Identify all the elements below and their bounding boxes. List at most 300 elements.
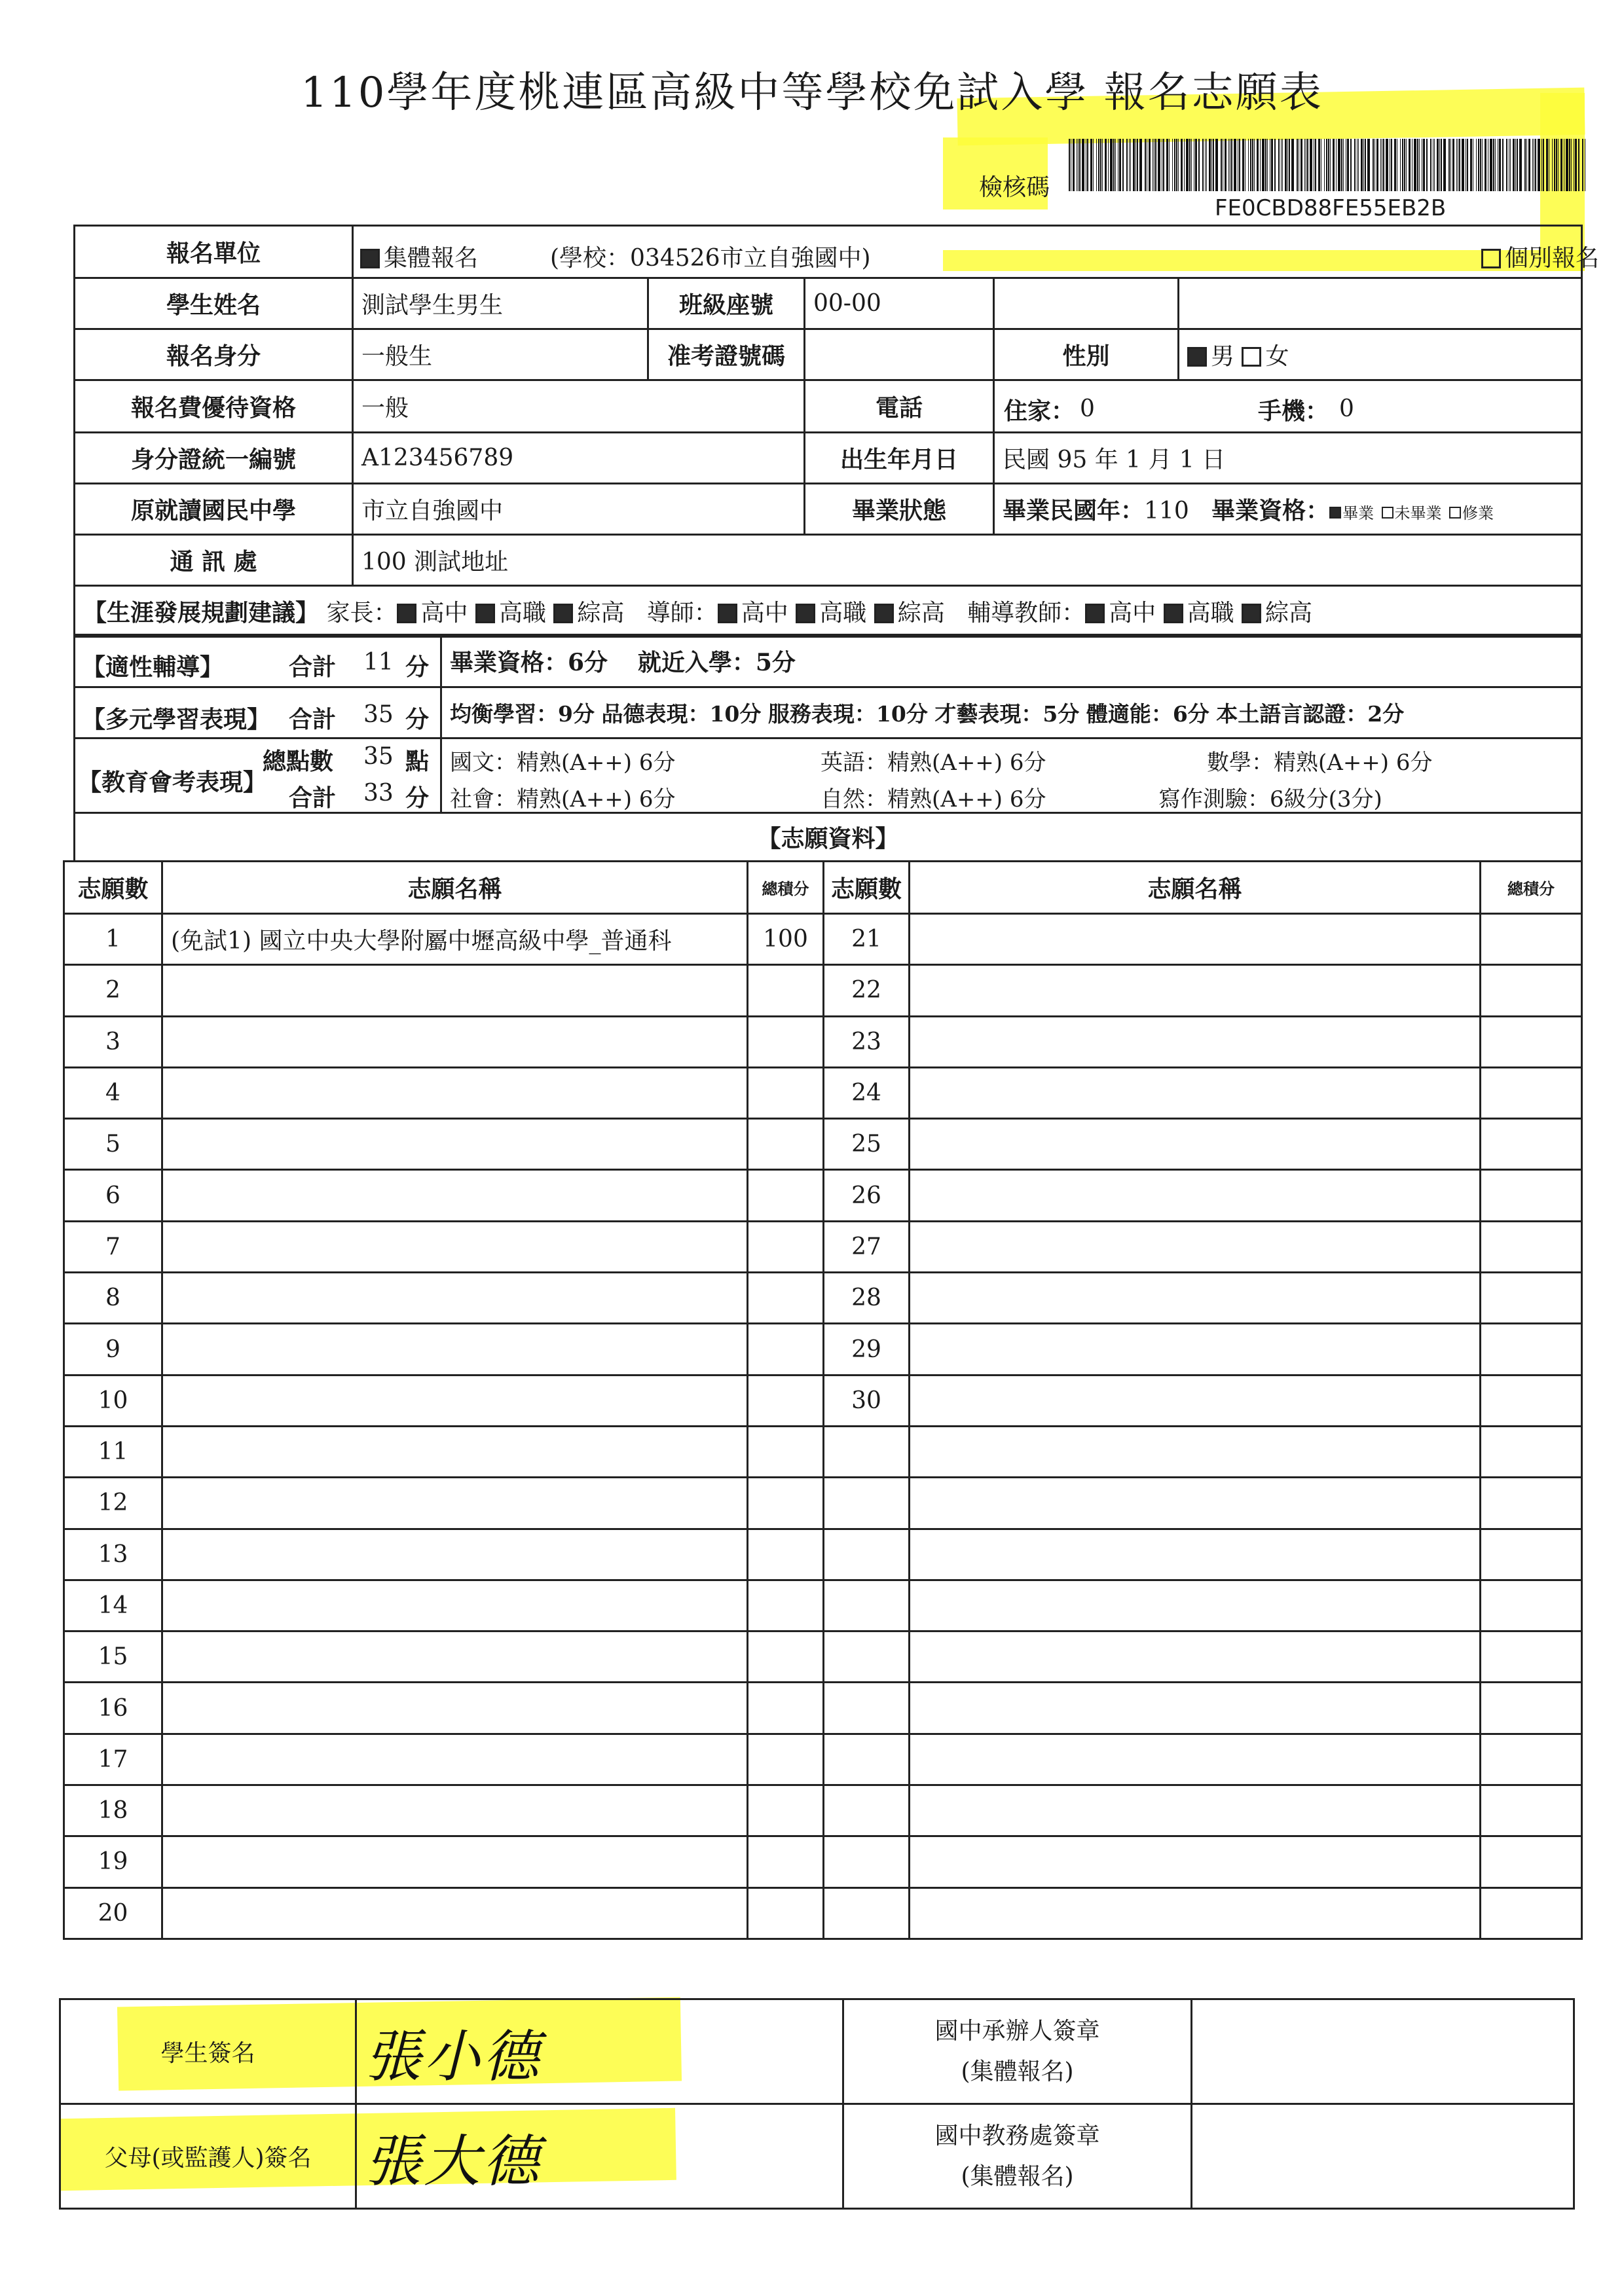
home-phone-label: 住家： <box>1004 397 1075 425</box>
barcode-bar <box>1271 139 1273 191</box>
barcode-bar <box>1350 139 1352 191</box>
exam-detail-cell <box>441 738 1582 813</box>
barcode-bar <box>1419 139 1420 191</box>
wish-score-right <box>1481 1016 1582 1067</box>
wish-name[interactable] <box>162 1324 748 1375</box>
barcode-bar <box>1231 139 1232 191</box>
barcode-bar <box>1519 139 1522 191</box>
grad-qual-label: 畢業資格： <box>1211 497 1330 524</box>
barcode-bar <box>1571 139 1572 191</box>
phone-cell <box>994 380 1582 433</box>
wish-no: 12 <box>64 1478 162 1529</box>
student-signature: 張小德 <box>356 1999 843 2104</box>
wish-no-right-empty <box>824 1529 910 1580</box>
diverse-total: 35 <box>363 701 394 728</box>
diverse-label: 【多元學習表現】 <box>82 706 271 733</box>
female-checkbox-icon <box>1242 347 1261 367</box>
group-checkbox-icon <box>360 249 380 268</box>
checkbox-icon <box>874 604 894 623</box>
career-parent-opt2: 高職 <box>498 600 546 627</box>
barcode-bar <box>1324 139 1325 191</box>
wish-no-right: 24 <box>824 1067 910 1118</box>
gender-male-checkbox[interactable] <box>1187 343 1234 370</box>
barcode-bar <box>1437 139 1439 191</box>
mobile-label: 手機： <box>1258 397 1329 425</box>
barcode-bar <box>1315 139 1316 191</box>
checkbox-icon <box>553 604 573 623</box>
barcode-bar <box>1301 139 1302 191</box>
barcode-bar <box>1174 139 1175 191</box>
barcode-bar <box>1538 139 1540 191</box>
wish-score-right <box>1481 1426 1582 1477</box>
wish-row <box>64 1324 1582 1375</box>
barcode-bar <box>1096 139 1097 191</box>
aptitude-cell <box>75 635 441 687</box>
wish-name-right[interactable] <box>910 965 1481 1016</box>
barcode-bar <box>1506 139 1507 191</box>
wish-score-right <box>1481 1734 1582 1785</box>
wish-name-right[interactable] <box>910 1785 1481 1836</box>
wish-no: 16 <box>64 1683 162 1734</box>
barcode-bar <box>1338 139 1340 191</box>
wish-no-header: 志願數 <box>64 862 162 914</box>
barcode-bar <box>1367 139 1370 191</box>
barcode-bar <box>1543 139 1544 191</box>
barcode-bar <box>1110 139 1113 191</box>
wish-name-header-right: 志願名稱 <box>910 862 1481 914</box>
wish-score-header-right: 總積分 <box>1481 862 1582 914</box>
exam-science: 自然：精熟(A++) 6分 <box>821 786 1046 812</box>
career-teacher-opt2: 高職 <box>819 600 867 627</box>
checkbox-icon <box>1085 604 1105 623</box>
career-counselor-opt2: 高職 <box>1187 600 1234 627</box>
barcode-bar <box>1113 139 1115 191</box>
barcode-bar <box>1417 139 1418 191</box>
wish-name-right[interactable] <box>910 1170 1481 1221</box>
exam-social: 社會：精熟(A++) 6分 <box>450 786 676 812</box>
barcode-bar <box>1137 139 1138 191</box>
barcode-bar <box>1079 139 1080 191</box>
wish-score-right <box>1481 1683 1582 1734</box>
wish-name-right[interactable] <box>910 1887 1481 1939</box>
barcode-bar <box>1248 139 1249 191</box>
wish-name-right[interactable] <box>910 1683 1481 1734</box>
id-no: A123456789 <box>353 433 805 484</box>
checkbox-icon <box>718 604 737 623</box>
empty-cell <box>1179 278 1582 329</box>
wish-no: 13 <box>64 1529 162 1580</box>
wish-name-right[interactable] <box>910 1836 1481 1887</box>
wish-score-right <box>1481 1273 1582 1324</box>
barcode-bar <box>1510 139 1511 191</box>
career-label: 【生涯發展規劃建議】 <box>83 599 320 627</box>
career-parent-label: 家長： <box>326 600 397 627</box>
male-text: 男 <box>1211 343 1235 370</box>
barcode-bar <box>1363 139 1364 191</box>
barcode-bar <box>1535 139 1536 191</box>
wish-no-right: 22 <box>824 965 910 1016</box>
wish-name[interactable] <box>162 1529 748 1580</box>
exam-math: 數學：精熟(A++) 6分 <box>1207 750 1433 776</box>
individual-reg-checkbox[interactable] <box>1481 240 1599 273</box>
gender-label: 性別 <box>994 329 1179 380</box>
barcode-bar <box>1289 139 1290 191</box>
wish-name-right[interactable] <box>910 1119 1481 1170</box>
id-no-label: 身分證統一編號 <box>75 433 353 484</box>
barcode-bar <box>1105 139 1107 191</box>
wish-no-right-empty <box>824 1683 910 1734</box>
mobile-phone: 0 <box>1339 395 1354 422</box>
grad-option-study[interactable] <box>1449 504 1494 522</box>
grad-checkbox-icon <box>1329 507 1341 519</box>
wish-no: 8 <box>64 1273 162 1324</box>
wish-row <box>64 1785 1582 1836</box>
wish-score <box>748 1734 824 1785</box>
barcode-bar <box>1414 139 1416 191</box>
wish-name[interactable] <box>162 1170 748 1221</box>
study-checkbox-icon <box>1449 507 1461 519</box>
office-stamp-area <box>1192 2104 1574 2209</box>
school-value: 市立自強國中 <box>353 484 805 535</box>
student-name: 測試學生男生 <box>353 278 648 329</box>
wish-row <box>64 1119 1582 1170</box>
barcode-bar <box>1330 139 1331 191</box>
wish-score <box>748 1067 824 1118</box>
home-phone: 0 <box>1080 395 1095 422</box>
barcode-bar <box>1285 139 1287 191</box>
diverse-total-label: 合計 <box>289 706 337 733</box>
career-parent-opt3: 綜高 <box>577 600 625 627</box>
barcode-bar <box>1211 139 1212 191</box>
diverse-item-1: 品德表現：10分 <box>601 701 762 727</box>
barcode-bar <box>1513 139 1515 191</box>
barcode-bar <box>1380 139 1381 191</box>
barcode-bar <box>1252 139 1253 191</box>
barcode-bar <box>1267 139 1268 191</box>
barcode-bar <box>1462 139 1464 191</box>
wish-no: 6 <box>64 1170 162 1221</box>
wish-name[interactable] <box>162 1426 748 1477</box>
barcode-bar <box>1257 139 1259 191</box>
wish-name-right[interactable] <box>910 1580 1481 1631</box>
barcode-bar <box>1176 139 1177 191</box>
diverse-unit: 分 <box>405 706 430 733</box>
barcode-bar <box>1430 139 1431 191</box>
wish-name[interactable] <box>162 1221 748 1272</box>
barcode-bar <box>1328 139 1329 191</box>
wish-name-right[interactable] <box>910 1631 1481 1683</box>
wish-name[interactable] <box>162 1631 748 1683</box>
barcode-image <box>1069 139 1586 191</box>
group-reg-text: 集體報名 <box>384 245 479 272</box>
wish-no: 5 <box>64 1119 162 1170</box>
barcode-bar <box>1242 139 1244 191</box>
wish-name[interactable] <box>162 1273 748 1324</box>
wish-score <box>748 1683 824 1734</box>
grad-year-label: 畢業民國年： <box>1003 497 1145 524</box>
wish-no: 19 <box>64 1836 162 1887</box>
wish-name[interactable] <box>162 965 748 1016</box>
wish-name-right[interactable] <box>910 1016 1481 1067</box>
barcode-bar <box>1221 139 1222 191</box>
wish-no-right: 21 <box>824 914 910 965</box>
barcode-bar <box>1278 139 1280 191</box>
wish-name[interactable] <box>162 1683 748 1734</box>
barcode-bar <box>1358 139 1359 191</box>
barcode-bar <box>1439 139 1440 191</box>
barcode-bar <box>1452 139 1454 191</box>
barcode-bar <box>1541 139 1542 191</box>
barcode-bar <box>1307 139 1308 191</box>
barcode-bar <box>1181 139 1183 191</box>
wish-name[interactable] <box>162 1734 748 1785</box>
wish-score-right <box>1481 965 1582 1016</box>
barcode-bar <box>1281 139 1282 191</box>
barcode-bar <box>1423 139 1425 191</box>
not-grad-checkbox-icon <box>1382 507 1393 519</box>
school-label: 原就讀國民中學 <box>75 484 353 535</box>
wish-name[interactable] <box>162 1016 748 1067</box>
barcode-bar <box>1560 139 1562 191</box>
birth-date: 民國 95 年 1 月 1 日 <box>994 433 1582 484</box>
score-table <box>73 634 1583 862</box>
wish-name[interactable] <box>162 1119 748 1170</box>
wish-name[interactable] <box>162 1375 748 1426</box>
barcode-bar <box>1090 139 1092 191</box>
wish-no: 9 <box>64 1324 162 1375</box>
wish-name[interactable] <box>162 1580 748 1631</box>
barcode-bar <box>1490 139 1492 191</box>
aptitude-near-item: 就近入學：5分 <box>637 649 796 676</box>
group-reg-checkbox[interactable] <box>360 240 478 273</box>
wish-no: 20 <box>64 1887 162 1939</box>
barcode-bar <box>1135 139 1136 191</box>
wish-row <box>64 1273 1582 1324</box>
handler-sign-label: 國中承辦人簽章 <box>934 2017 1100 2045</box>
barcode-bar <box>1130 139 1131 191</box>
wish-name-right[interactable] <box>910 1529 1481 1580</box>
wish-name-right[interactable] <box>910 1734 1481 1785</box>
wish-no-right: 23 <box>824 1016 910 1067</box>
barcode-bar <box>1213 139 1214 191</box>
wish-name-right[interactable] <box>910 1273 1481 1324</box>
barcode-bar <box>1191 139 1192 191</box>
barcode-bar <box>1499 139 1501 191</box>
barcode-bar <box>1566 139 1568 191</box>
barcode-bar <box>1459 139 1460 191</box>
wish-row <box>64 914 1582 965</box>
wish-no-right-empty <box>824 1887 910 1939</box>
wish-no: 18 <box>64 1785 162 1836</box>
wish-no: 7 <box>64 1221 162 1272</box>
barcode-bar <box>1467 139 1468 191</box>
wish-no: 1 <box>64 914 162 965</box>
barcode-bar <box>1133 139 1135 191</box>
male-checkbox-icon <box>1187 347 1207 367</box>
barcode-bar <box>1122 139 1124 191</box>
wish-no: 2 <box>64 965 162 1016</box>
barcode-bar <box>1158 139 1160 191</box>
diverse-cell <box>75 687 441 738</box>
wish-no-right: 30 <box>824 1375 910 1426</box>
barcode-bar <box>1318 139 1320 191</box>
wish-name[interactable] <box>162 1887 748 1939</box>
grad-year: 110 <box>1144 498 1189 524</box>
wish-table <box>63 860 1583 1940</box>
diverse-item-5: 本土語言認證：2分 <box>1216 701 1405 727</box>
aptitude-label: 【適性輔導】 <box>82 653 224 681</box>
office-sign-label: 國中教務處簽章 <box>934 2122 1100 2149</box>
barcode-bar <box>1478 139 1479 191</box>
exam-label: 【教育會考表現】 <box>78 769 267 796</box>
barcode-bar <box>1166 139 1168 191</box>
wish-row <box>64 1067 1582 1118</box>
wish-no: 10 <box>64 1375 162 1426</box>
barcode-bar <box>1069 139 1070 191</box>
wish-name-right[interactable] <box>910 1067 1481 1118</box>
barcode-bar <box>1347 139 1349 191</box>
barcode-bar <box>1265 139 1266 191</box>
barcode-bar <box>1449 139 1450 191</box>
barcode-bar <box>1310 139 1312 191</box>
wish-row <box>64 1426 1582 1477</box>
page-title: 110學年度桃連區高級中等學校免試入學 報名志願表 <box>301 69 1323 117</box>
wish-no-right: 27 <box>824 1221 910 1272</box>
wish-name[interactable]: (免試1) 國立中央大學附屬中壢高級中學_普通科 <box>162 914 748 965</box>
barcode-bar <box>1528 139 1530 191</box>
grad-status-label: 畢業狀態 <box>805 484 994 535</box>
barcode-bar <box>1552 139 1553 191</box>
barcode-bar <box>1546 139 1548 191</box>
wish-name-right[interactable] <box>910 914 1481 965</box>
barcode-bar <box>1426 139 1428 191</box>
barcode-bar <box>1575 139 1577 191</box>
wish-no-right-empty <box>824 1426 910 1477</box>
barcode-bar <box>1254 139 1255 191</box>
barcode-bar <box>1102 139 1103 191</box>
wish-no-right: 28 <box>824 1273 910 1324</box>
wish-score-right <box>1481 1170 1582 1221</box>
wish-name[interactable] <box>162 1067 748 1118</box>
exam-unit: 分 <box>405 784 430 812</box>
aptitude-total-label: 合計 <box>289 653 337 681</box>
wish-name-right[interactable] <box>910 1478 1481 1529</box>
barcode-bar <box>1578 139 1579 191</box>
female-text: 女 <box>1265 343 1289 370</box>
wish-name-right[interactable] <box>910 1324 1481 1375</box>
wish-row <box>64 1170 1582 1221</box>
wish-row <box>64 1683 1582 1734</box>
wish-score-right <box>1481 1580 1582 1631</box>
wish-score <box>748 1324 824 1375</box>
wish-row <box>64 1375 1582 1426</box>
wish-row <box>64 965 1582 1016</box>
barcode-bar <box>1354 139 1356 191</box>
exam-cell <box>75 738 441 813</box>
barcode-bar <box>1093 139 1094 191</box>
barcode-bar <box>1297 139 1298 191</box>
checkbox-icon <box>796 604 815 623</box>
study-option-text: 修業 <box>1462 504 1494 522</box>
gender-female-checkbox[interactable] <box>1242 343 1289 370</box>
office-sign-note: (集體報名) <box>961 2162 1074 2190</box>
wish-no-right: 29 <box>824 1324 910 1375</box>
wish-score <box>748 1836 824 1887</box>
exam-total: 33 <box>363 780 394 807</box>
class-no-label: 班級座號 <box>648 278 805 329</box>
barcode-bar <box>1443 139 1446 191</box>
barcode-bar <box>1554 139 1555 191</box>
career-teacher-label: 導師： <box>646 600 718 627</box>
barcode-bar <box>1163 139 1164 191</box>
barcode-bar <box>1234 139 1236 191</box>
wish-name[interactable] <box>162 1836 748 1887</box>
wish-score-right <box>1481 1324 1582 1375</box>
grad-option-not[interactable] <box>1382 504 1442 522</box>
barcode-bar <box>1532 139 1533 191</box>
wish-no: 15 <box>64 1631 162 1683</box>
barcode-bar <box>1480 139 1481 191</box>
wish-no-right-empty <box>824 1836 910 1887</box>
wish-no-right-empty <box>824 1631 910 1683</box>
fee-value: 一般 <box>353 380 805 433</box>
barcode-bar <box>1502 139 1504 191</box>
grad-option-grad[interactable] <box>1329 504 1374 522</box>
barcode-bar <box>1149 139 1151 191</box>
info-table <box>73 225 1600 638</box>
barcode-bar <box>1333 139 1335 191</box>
exam-no-label: 准考證號碼 <box>648 329 805 380</box>
reg-unit-cell <box>353 226 1600 278</box>
barcode-bar <box>1098 139 1099 191</box>
barcode-bar <box>1394 139 1396 191</box>
barcode-bar <box>1115 139 1116 191</box>
barcode-bar <box>1186 139 1189 191</box>
exam-total-label: 合計 <box>289 784 337 812</box>
barcode-bar <box>1558 139 1559 191</box>
wish-score-right <box>1481 1836 1582 1887</box>
wish-no: 3 <box>64 1016 162 1067</box>
wish-name-right[interactable] <box>910 1221 1481 1272</box>
wish-no-right: 25 <box>824 1119 910 1170</box>
wish-name-right[interactable] <box>910 1426 1481 1477</box>
barcode-bar <box>1195 139 1197 191</box>
barcode-bar <box>1402 139 1403 191</box>
barcode-bar <box>1262 139 1264 191</box>
aptitude-total: 11 <box>363 649 394 676</box>
wish-row <box>64 1887 1582 1939</box>
grad-option-text: 畢業 <box>1342 504 1375 522</box>
wish-score <box>748 1887 824 1939</box>
barcode-bar <box>1476 139 1477 191</box>
wish-row <box>64 1478 1582 1529</box>
phone-label: 電話 <box>805 380 994 433</box>
wish-name-right[interactable] <box>910 1375 1481 1426</box>
exam-writing: 寫作測驗：6級分(3分) <box>1158 786 1382 812</box>
not-grad-option-text: 未畢業 <box>1394 504 1442 522</box>
wish-name[interactable] <box>162 1478 748 1529</box>
barcode-bar <box>1078 139 1079 191</box>
barcode-bar <box>1441 139 1442 191</box>
barcode-bar <box>1400 139 1401 191</box>
wish-name[interactable] <box>162 1785 748 1836</box>
barcode-bar <box>1515 139 1516 191</box>
barcode-bar <box>1386 139 1388 191</box>
wish-score-header: 總積分 <box>748 862 824 914</box>
wish-score <box>748 1170 824 1221</box>
wish-no-right-empty <box>824 1580 910 1631</box>
wish-score-right <box>1481 1375 1582 1426</box>
